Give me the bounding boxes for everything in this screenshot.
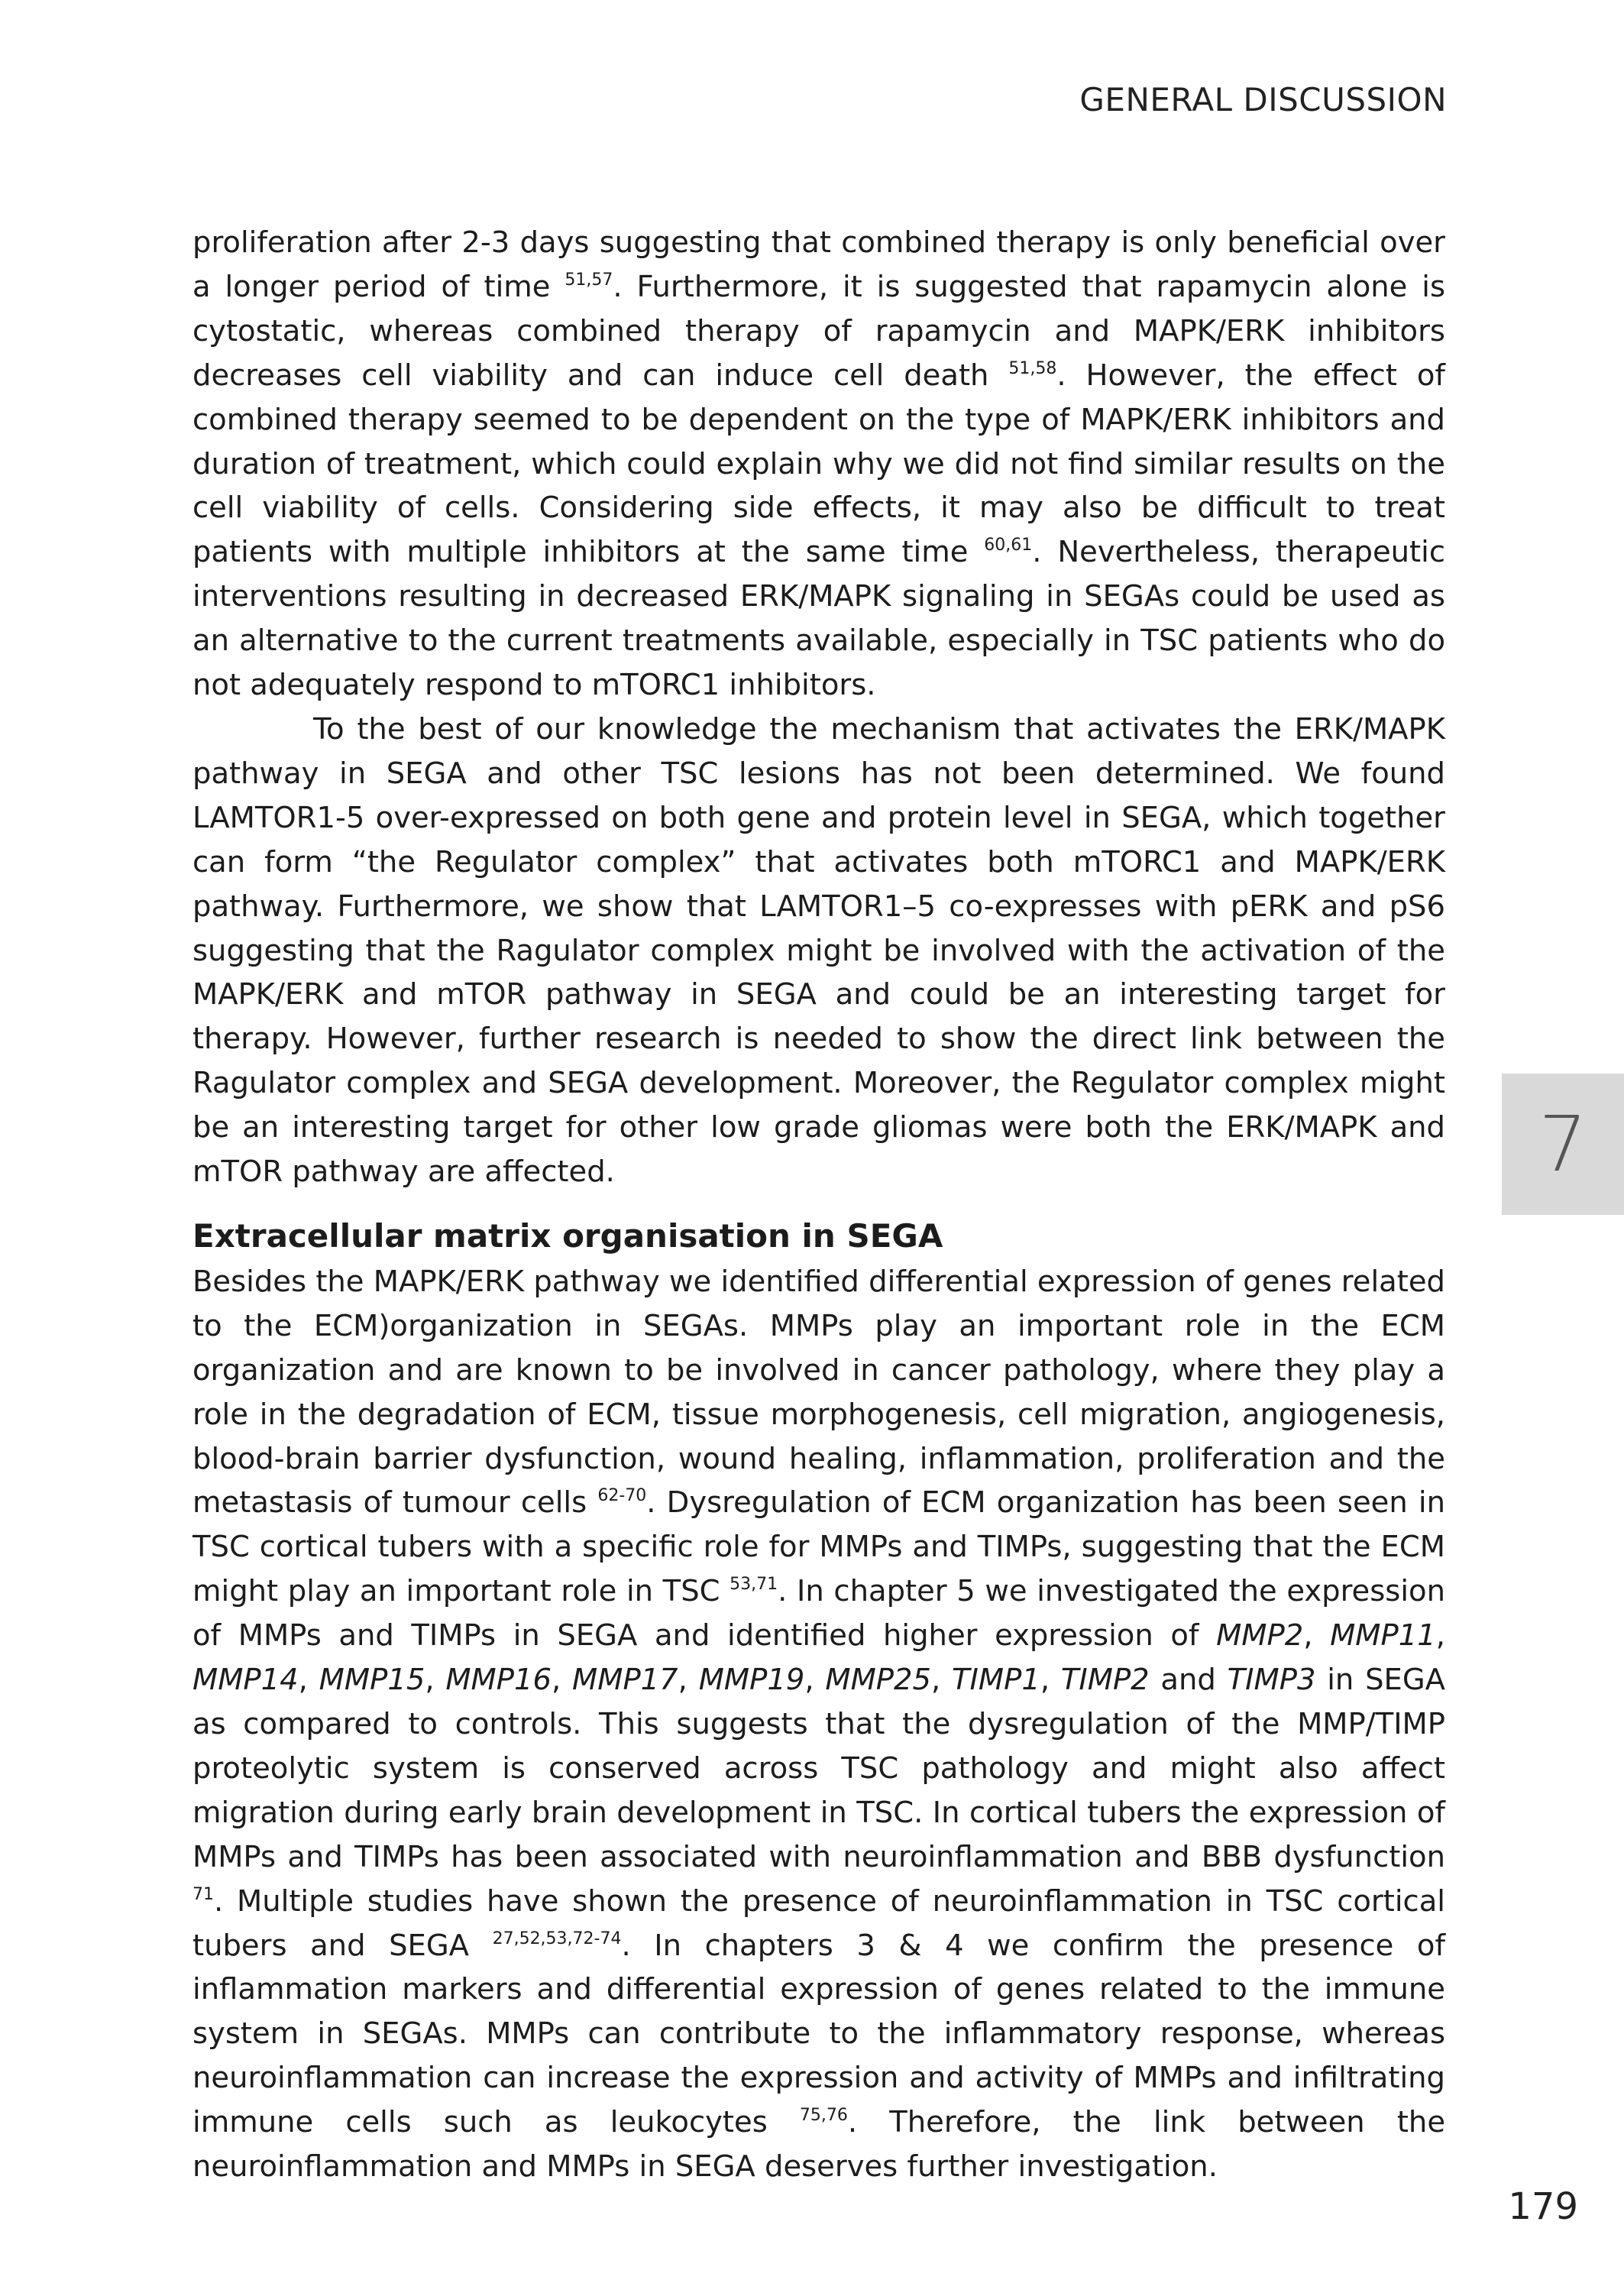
page-number: 179 xyxy=(1508,2185,1578,2228)
citation: 75,76 xyxy=(799,2106,848,2126)
gene-name: MMP14 xyxy=(192,1663,299,1698)
section-heading: Extracellular matrix organisation in SEGA xyxy=(192,1216,943,1255)
paragraph-text: . However, the effect of combined therapy seemed to be dependent on the type of MAPK/ERK inhibitors and duration of treatment, which could explain why we did not find similar results on the cell viability of cells. Considering side effects, it may also be difficult to treat patients with multiple inhibitors at the same time xyxy=(192,358,1445,570)
paragraph-text: To the best of our knowledge the mechanism that activates the ERK/MAPK pathway in SEGA and other TSC lesions has not been determined. We found LAMTOR1-5 over-expressed on both gene and protein level in SEGA, which together can form “the Regulator complex” that activates both mTORC1 and MAPK/ERK pathway. Furthermore, we show that LAMTOR1–5 co-expresses with pERK and pS6 suggesting that the Ragulator complex might be involved with the activation of the MAPK/ERK and mTOR pathway in SEGA and could be an interesting target for therapy. However, further research is needed to show the direct link between the Ragulator complex and SEGA development. Moreover, the Regulator complex might be an interesting target for other low grade gliomas were both the ERK/MAPK and mTOR pathway are affected. xyxy=(192,711,1445,1190)
gene-name: MMP16 xyxy=(445,1663,552,1698)
citation: 51,58 xyxy=(1008,358,1057,378)
paragraph xyxy=(192,708,1445,1194)
running-header: GENERAL DISCUSSION xyxy=(1079,81,1447,118)
gene-name: MMP15 xyxy=(319,1663,425,1698)
gene-name: TIMP2 xyxy=(1060,1663,1150,1698)
paragraph-text: . Multiple studies have shown the presence of neuroinflammation in TSC cortical tubers and SEGA xyxy=(192,1883,1445,1963)
paragraph-text: . Nevertheless, therapeutic interventions resulting in decreased ERK/MAPK signaling in SEGAs could be used as an alternative to the current treatments available, especially in TSC patients who do not adequately respond to mTORC1 inhibitors. xyxy=(192,535,1445,703)
paragraph-text: Besides the MAPK/ERK pathway we identified differential expression of genes related to the ECM)organization in SEGAs. MMPs play an important role in the ECM organization and are known to be involved in cancer pathology, where they play a role in the degradation of ECM, tissue morphogenesis, cell migration, angiogenesis, blood-brain barrier dysfunction, wound healing, inflammation, proliferation and the metastasis of tumour cells xyxy=(192,1264,1445,1521)
paragraph-text: . Dysregulation of ECM organization has been seen in TSC cortical tubers with a specific role for MMPs and TIMPs, suggesting that the ECM might play an important role in TSC xyxy=(192,1485,1446,1609)
chapter-number: 7 xyxy=(1538,1100,1587,1189)
paragraph: Besides the MAPK/ERK pathway we identified differential expression of genes related to the ECM)organization in SEGAs. MMPs play an important role in the ECM organization and are known to be involved in cancer pathology, where they play a role in the degradation of ECM, tissue morphogenesis, cell migration, angiogenesis, blood-brain barrier dysfunction, wound healing, inflammation, proliferation and the metastasis of tumour cells $^{62-70}$. Dysregulation of ECM organization has been seen in TSC cortical tubers with a specific role for MMPs and TIMPs, suggesting that the ECM might play an important role in TSC $^{53,71}$. In chapter 5 we investigated the expression of MMPs and TIMPs in SEGA and identified higher expression of MMP2, MMP11, MMP14, MMP15, MMP16, MMP17, MMP19, MMP25, TIMP1, TIMP2 and TIMP3 in SEGA as compared to controls. This suggests that the dysregulation of the MMP/TIMP proteolytic system is conserved across TSC pathology and might also affect migration during early brain development in TSC. In cortical tubers the expression of MMPs and TIMPs has been associated with neuroinflammation and BBB dysfunction $^{71}$. Multiple studies have shown the presence of neuroinflammation in TSC cortical tubers and SEGA $^{27,52,53,72-74}$. In chapters 3 & 4 we confirm the presence of inflammation markers and differential expression of genes related to the immune system in SEGAs. MMPs can contribute to the inflammatory response, whereas neuroinflammation can increase the expression and activity of MMPs and infiltrating immune cells such as leukocytes $^{75,76}$. Therefore, the link between the neuroinflammation and MMPs in SEGA deserves further investigation. xyxy=(192,1264,1446,2185)
citation: 60,61 xyxy=(984,536,1033,555)
gene-name: MMP17 xyxy=(572,1663,678,1698)
gene-name: TIMP1 xyxy=(952,1663,1040,1698)
gene-name: MMP19 xyxy=(698,1663,805,1698)
citation: 51,57 xyxy=(565,270,613,290)
citation: 62-70 xyxy=(597,1486,647,1506)
gene-name: MMP11 xyxy=(1330,1618,1436,1653)
gene-name: MMP25 xyxy=(825,1663,932,1698)
citation: 71 xyxy=(192,1884,214,1904)
chapter-tab xyxy=(1502,1074,1624,1215)
paragraph xyxy=(192,221,1445,708)
paragraph-text: . In chapters 3 & 4 we confirm the presence of inflammation markers and differential expression of genes related to the immune system in SEGAs. MMPs can contribute to the inflammatory response, whereas neuroinflammation can increase the expression and activity of MMPs and infiltrating immune cells such as leukocytes xyxy=(192,1928,1445,2140)
paragraph-text: . In chapter 5 we investigated the expression of MMPs and TIMPs in SEGA and identified higher expression of xyxy=(192,1574,1446,1653)
citation: 53,71 xyxy=(730,1575,778,1595)
gene-name: TIMP3 xyxy=(1227,1663,1316,1698)
paragraph-text: in SEGA as compared to controls. This suggests that the dysregulation of the MMP/TIMP proteolytic system is conserved across TSC pathology and might also affect migration during early brain development in TSC. In cortical tubers the expression of MMPs and TIMPs has been associated with neuroinflammation and BBB dysfunction xyxy=(192,1663,1446,1874)
gene-name: MMP2 xyxy=(1216,1618,1304,1653)
paragraph-text: proliferation after 2-3 days suggesting that combined therapy is only beneficial over a longer period of time xyxy=(192,225,1445,304)
citation: 27,52,53,72-74 xyxy=(492,1929,622,1948)
paragraph-text: . Therefore, the link between the neuroinflammation and MMPs in SEGA deserves further investigation. xyxy=(192,2105,1445,2185)
paragraph-text: . Furthermore, it is suggested that rapamycin alone is cytostatic, whereas combined therapy of rapamycin and MAPK/ERK inhibitors decreases cell viability and can induce cell death xyxy=(192,269,1445,393)
body-text xyxy=(192,221,1445,2189)
